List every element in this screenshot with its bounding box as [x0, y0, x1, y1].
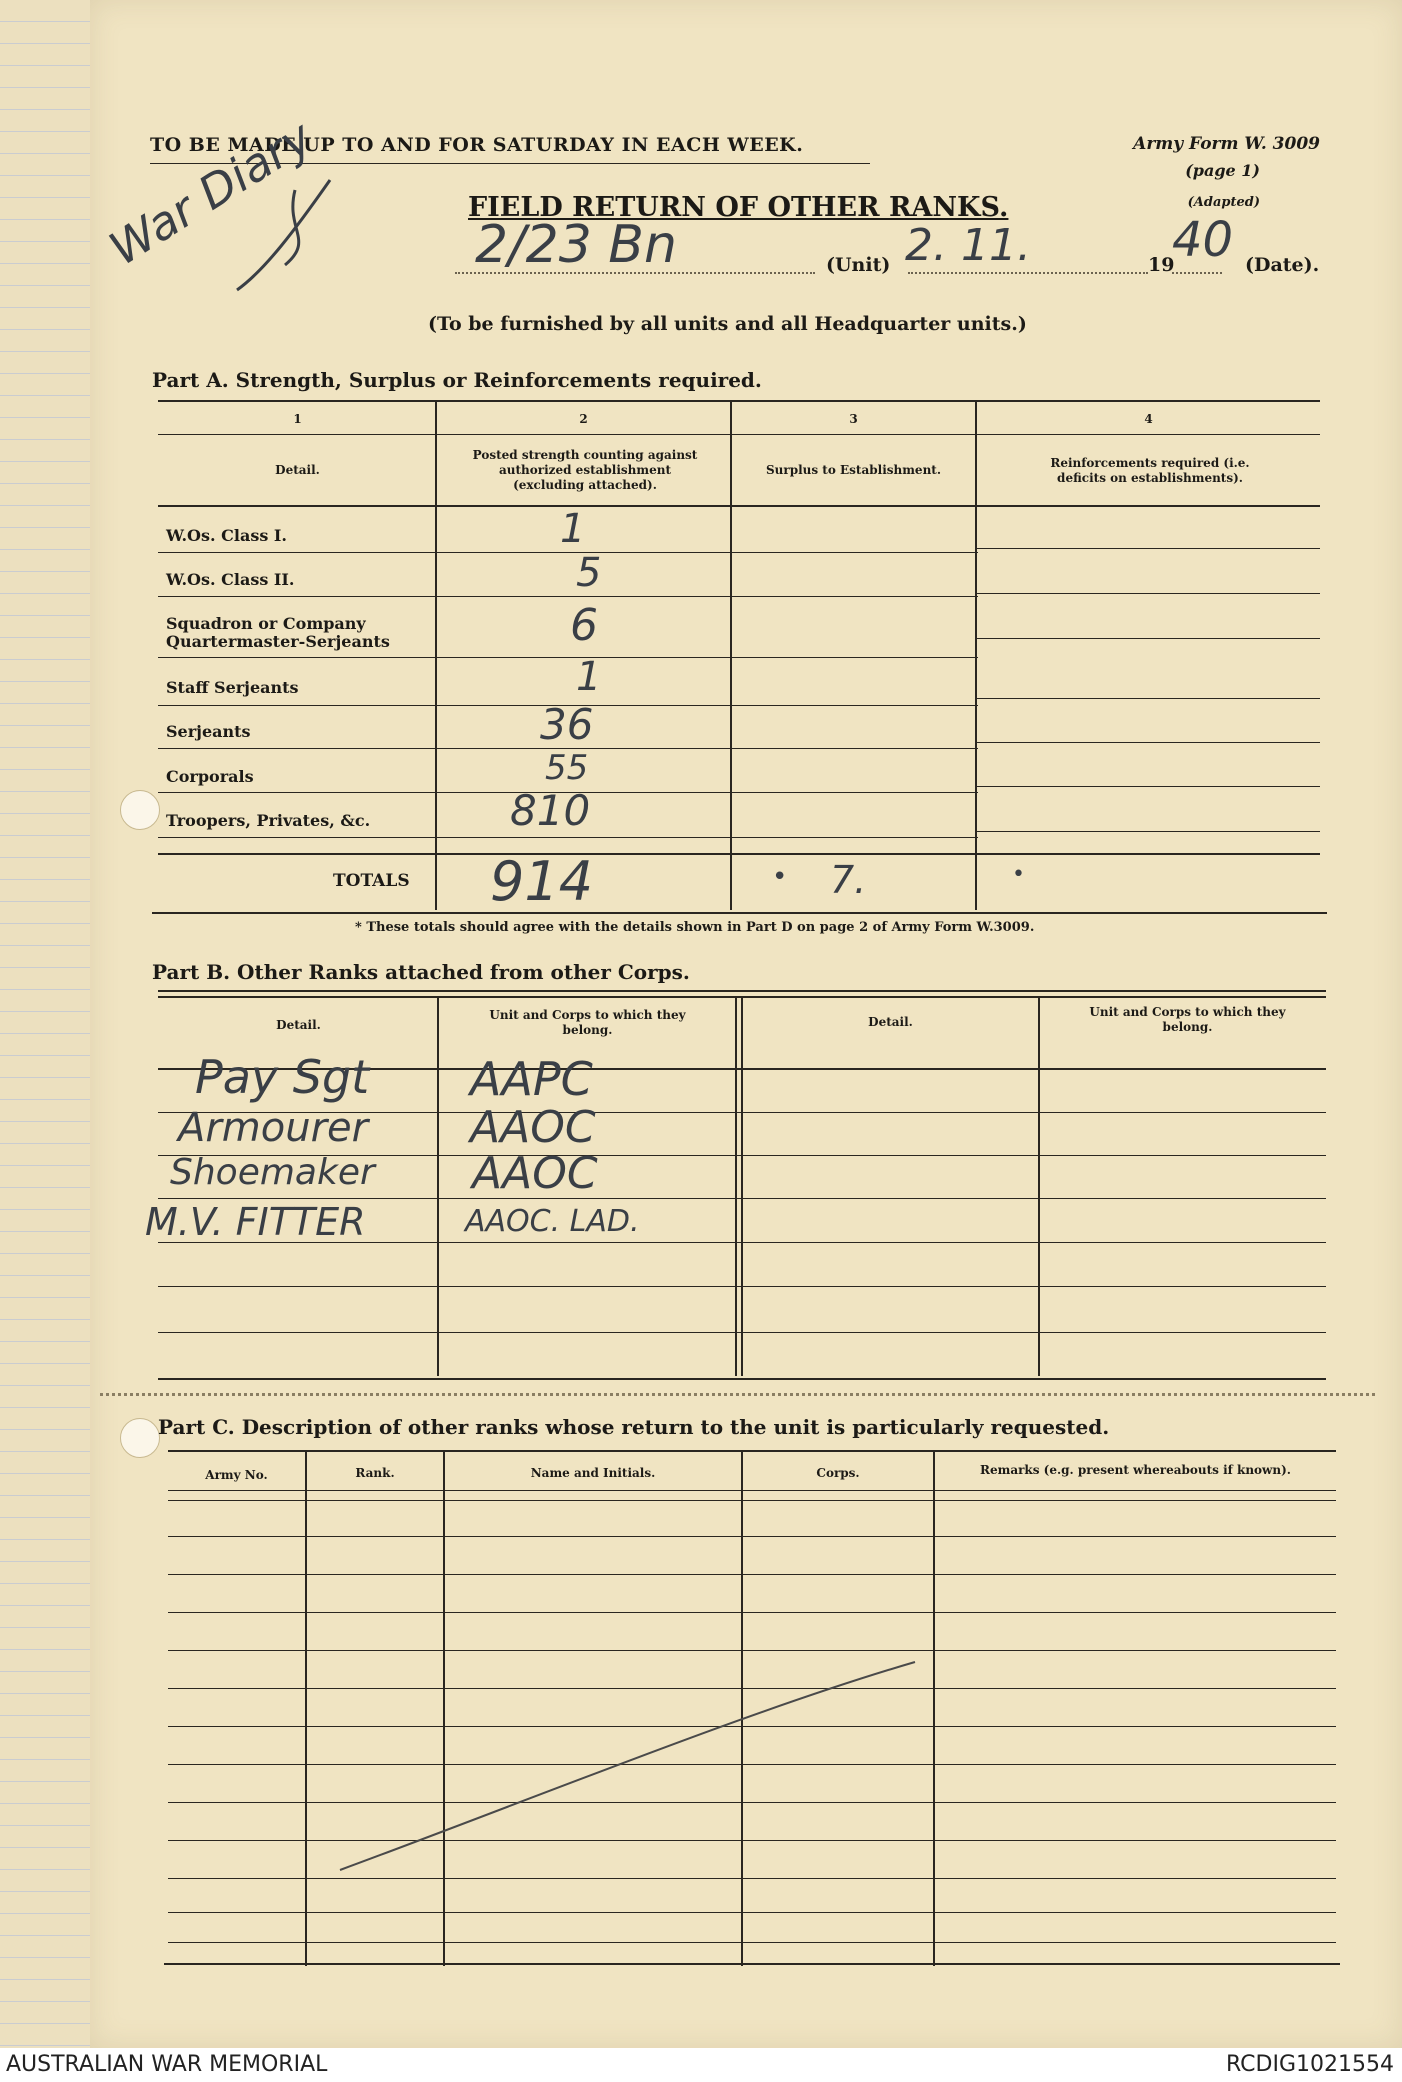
backing-sheet-ruling — [0, 0, 95, 2048]
punch-hole — [120, 790, 160, 830]
totals-surplus-mark: • — [772, 862, 788, 892]
col-header-posted: Posted strength counting against authorized establishment (excluding attached). — [472, 448, 698, 492]
punch-hole — [120, 1418, 160, 1458]
margin-note-handwritten: War Diary — [100, 109, 322, 276]
part-b-col-detail-2: Detail. — [868, 1015, 913, 1029]
reinf-rule — [975, 638, 1320, 639]
part-c-row-rule — [168, 1912, 1336, 1913]
totals-surplus-handwritten: 7. — [830, 858, 867, 902]
reinf-rule — [975, 698, 1320, 699]
form-adapted: (Adapted) — [1187, 195, 1260, 210]
part-c-col-army-no: Army No. — [205, 1468, 268, 1482]
part-c-heading: Part C. Description of other ranks whose return to the unit is particularly requested. — [158, 1415, 1110, 1439]
form-name: Army Form W. 3009 — [1133, 134, 1320, 154]
part-b-col-detail: Detail. — [276, 1018, 321, 1032]
col-number-3: 3 — [849, 412, 858, 426]
row-posted-handwritten: 1 — [560, 506, 586, 552]
date-label: (Date). — [1245, 254, 1320, 276]
col-number-4: 4 — [1144, 412, 1153, 426]
form-title: FIELD RETURN OF OTHER RANKS. — [468, 192, 1009, 223]
col-header-detail: Detail. — [275, 463, 320, 477]
totals-posted-handwritten: 914 — [490, 850, 594, 913]
part-b-col-divider — [735, 996, 737, 1376]
date-handwritten: 2. 11. — [905, 220, 1031, 271]
col-header-reinforcements: Reinforcements required (i.e. deficits on establishments). — [1050, 456, 1250, 485]
caption-left: AUSTRALIAN WAR MEMORIAL — [6, 2052, 328, 2077]
part-a-col-divider — [975, 400, 977, 910]
part-b-corps-handwritten: AAOC. LAD. — [465, 1204, 640, 1239]
row-posted-handwritten: 1 — [576, 654, 602, 700]
year-handwritten: 40 — [1172, 212, 1234, 268]
part-b-corps-handwritten: AAOC — [470, 1102, 596, 1153]
part-b-detail-handwritten: M.V. FITTER — [145, 1200, 366, 1244]
part-c-bottom-rule — [164, 1963, 1340, 1965]
part-a-heading: Part A. Strength, Surplus or Reinforcements required. — [152, 368, 762, 392]
col-number-2: 2 — [579, 412, 588, 426]
year-prefix: 19 — [1148, 254, 1175, 276]
part-b-top-rule — [158, 990, 1326, 992]
part-c-row-rule — [168, 1500, 1336, 1501]
year-dotted-line — [1172, 272, 1222, 274]
reinf-rule — [975, 548, 1320, 549]
part-c-col-rank: Rank. — [355, 1466, 395, 1480]
part-a-header-rule — [158, 505, 1320, 507]
row-posted-handwritten: 6 — [570, 600, 598, 651]
part-c-top-rule — [168, 1450, 1336, 1452]
row-posted-handwritten: 55 — [545, 748, 589, 788]
row-detail: Serjeants — [166, 722, 251, 741]
row-detail: Squadron or Company Quartermaster-Serjeants — [166, 614, 390, 651]
row-detail: Staff Serjeants — [166, 678, 299, 697]
part-c-col-corps: Corps. — [816, 1466, 860, 1480]
row-detail: W.Os. Class I. — [166, 526, 287, 545]
unit-handwritten: 2/23 Bn — [475, 215, 677, 275]
part-b-detail-handwritten: Pay Sgt — [195, 1050, 370, 1104]
row-rule — [158, 837, 978, 838]
part-c-row-rule — [168, 1574, 1336, 1575]
reinf-rule — [975, 742, 1320, 743]
part-a-footnote: * These totals should agree with the details shown in Part D on page 2 of Army Form W.3009. — [355, 920, 1035, 935]
row-rule — [158, 657, 978, 658]
row-detail: W.Os. Class II. — [166, 570, 295, 589]
col-header-surplus: Surplus to Establishment. — [765, 463, 942, 477]
part-b-col-corps-2: Unit and Corps to which they belong. — [1089, 1005, 1286, 1034]
part-c-col-name: Name and Initials. — [530, 1466, 656, 1480]
reinf-rule — [975, 831, 1320, 832]
totals-bottom-rule — [152, 912, 1327, 914]
totals-top-rule — [158, 853, 1320, 855]
part-b-col-divider — [437, 996, 439, 1376]
part-c-row-rule — [168, 1612, 1336, 1613]
part-b-row-rule — [158, 1286, 1326, 1287]
instruction-text: TO BE MADE UP TO AND FOR SATURDAY IN EACH WEEK. — [150, 134, 804, 156]
unit-label: (Unit) — [826, 254, 891, 276]
row-detail: Corporals — [166, 767, 254, 786]
row-posted-handwritten: 36 — [540, 700, 594, 749]
part-b-col-divider — [1038, 996, 1040, 1376]
reinf-rule — [975, 786, 1320, 787]
totals-reinf-mark: • — [1012, 862, 1025, 887]
part-c-col-remarks: Remarks (e.g. present whereabouts if known). — [980, 1463, 1291, 1477]
form-page: (page 1) — [1185, 161, 1260, 180]
part-a-number-rule — [158, 434, 1320, 435]
row-rule — [158, 552, 978, 553]
part-b-heading: Part B. Other Ranks attached from other Corps. — [152, 960, 690, 984]
part-b-row-rule — [158, 1198, 1326, 1199]
row-detail: Troopers, Privates, &c. — [166, 811, 371, 830]
row-posted-handwritten: 5 — [576, 550, 602, 596]
totals-label: TOTALS — [333, 871, 410, 891]
part-b-corps-handwritten: AAOC — [472, 1148, 598, 1199]
part-c-row-rule — [168, 1942, 1336, 1943]
part-b-corps-handwritten: AAPC — [470, 1052, 593, 1106]
part-c-row-rule — [168, 1490, 1336, 1491]
row-posted-handwritten: 810 — [510, 786, 591, 835]
part-c-row-rule — [168, 1536, 1336, 1537]
part-b-col-divider — [741, 996, 743, 1376]
caption-right: RCDIG1021554 — [1225, 2052, 1394, 2077]
col-number-1: 1 — [293, 412, 302, 426]
part-a-col-divider — [435, 400, 437, 910]
cancel-diagonal-line — [330, 1650, 930, 1880]
row-rule — [158, 596, 978, 597]
part-b-detail-handwritten: Shoemaker — [170, 1152, 375, 1193]
subtitle: (To be furnished by all units and all Headquarter units.) — [428, 313, 1027, 335]
date-dotted-line — [908, 272, 1148, 274]
part-c-col-divider — [305, 1450, 307, 1966]
part-b-row-rule — [158, 1332, 1326, 1333]
part-b-detail-handwritten: Armourer — [178, 1105, 369, 1151]
part-c-col-divider — [933, 1450, 935, 1966]
part-b-col-corps: Unit and Corps to which they belong. — [489, 1008, 686, 1037]
part-b-bottom-rule — [158, 1378, 1326, 1380]
margin-note-stroke — [225, 170, 355, 300]
perforation-line — [100, 1393, 1375, 1396]
reinf-rule — [975, 593, 1320, 594]
part-a-top-rule — [158, 400, 1320, 402]
